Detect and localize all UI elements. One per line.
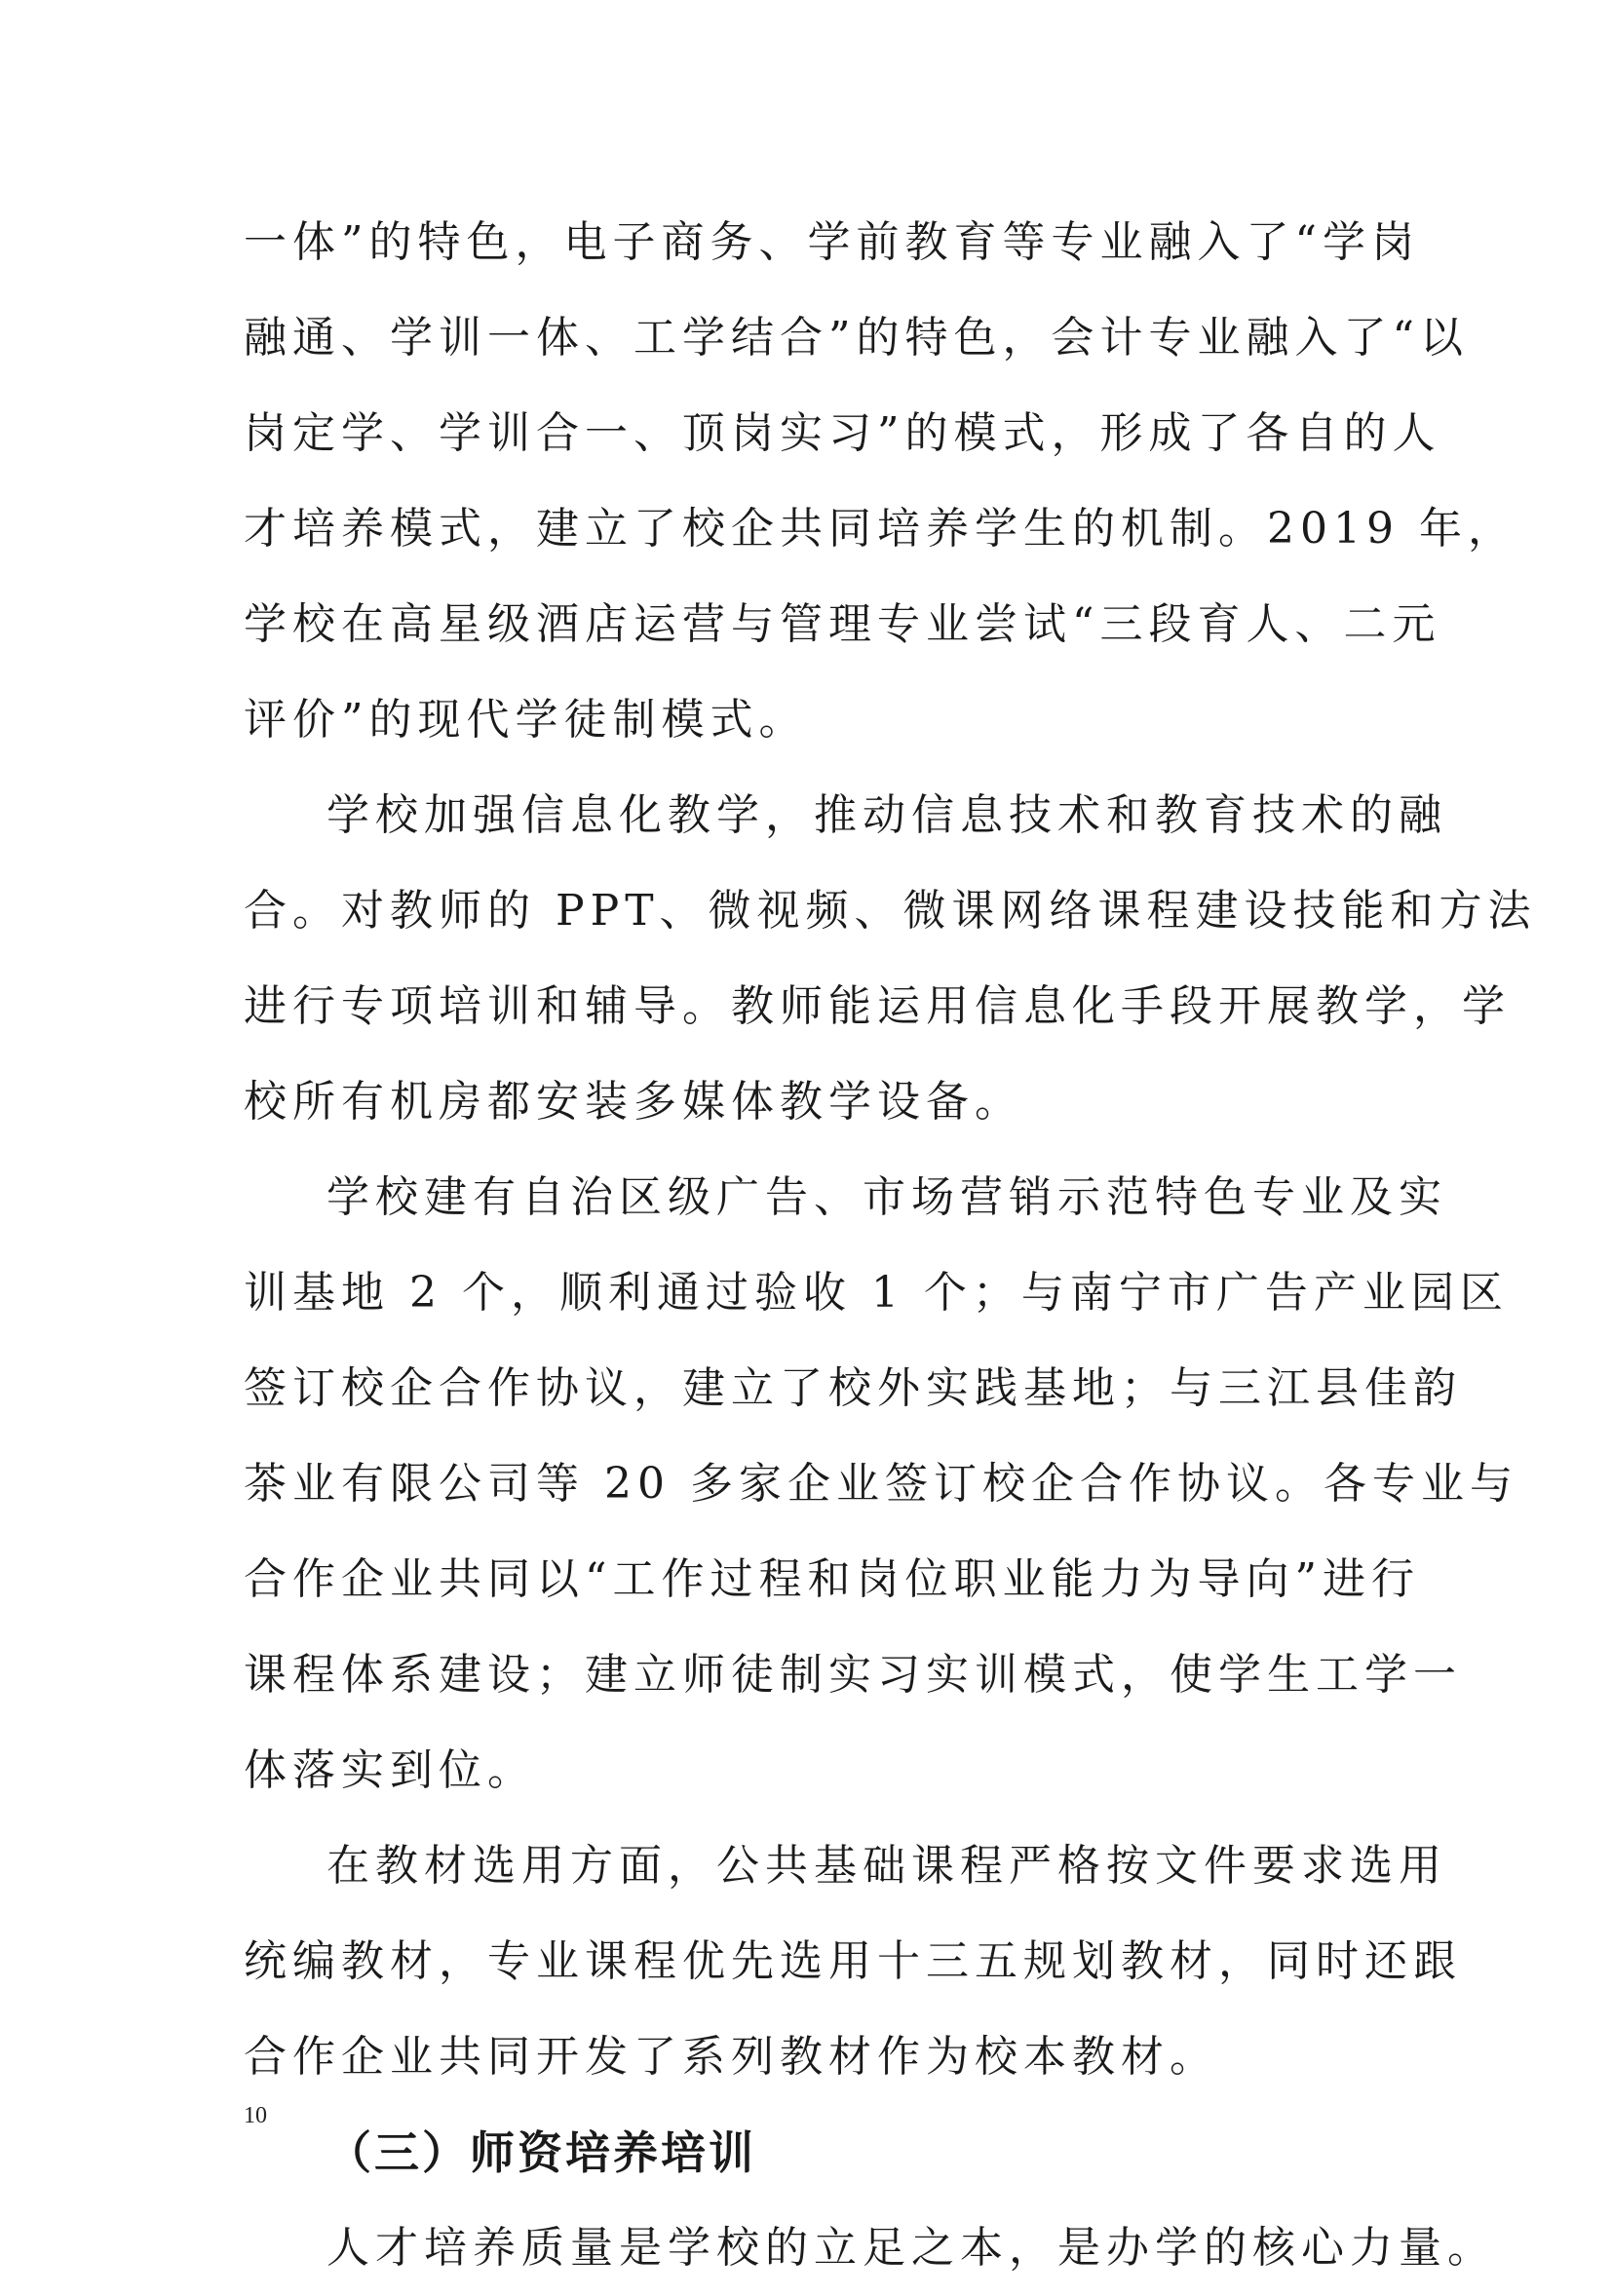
section-heading: （三）师资培养培训 bbox=[326, 2126, 756, 2179]
text-line: 合作企业共同开发了系列教材作为校本教材。 bbox=[244, 2032, 1218, 2082]
text-line: 评价”的现代学徒制模式。 bbox=[244, 695, 808, 745]
text-line: 进行专项培训和辅导。教师能运用信息化手段开展教学，学 bbox=[244, 981, 1511, 1031]
text-line: 才培养模式，建立了校企共同培养学生的机制。2019 年， bbox=[244, 504, 1516, 554]
paragraph-training-bases bbox=[244, 1150, 1518, 1818]
text-line: 合。对教师的 PPT、微视频、微课网络课程建设技能和方法 bbox=[244, 886, 1537, 936]
text-line: 合作企业共同以“工作过程和岗位职业能力为导向”进行 bbox=[244, 1554, 1420, 1604]
text-line: 课程体系建设；建立师徒制实习实训模式，使学生工学一 bbox=[244, 1650, 1462, 1700]
text-line: 体落实到位。 bbox=[244, 1745, 536, 1795]
page-number: 10 bbox=[244, 2103, 267, 2128]
text-line: 在教材选用方面，公共基础课程严格按文件要求选用 bbox=[326, 1841, 1447, 1891]
text-line: 茶业有限公司等 20 多家企业签订校企合作协议。各专业与 bbox=[244, 1459, 1518, 1509]
paragraph-training-model bbox=[244, 195, 1516, 768]
paragraph-informatization bbox=[244, 768, 1537, 1150]
text-line: 人才培养质量是学校的立足之本，是办学的核心力量。 bbox=[326, 2223, 1496, 2273]
text-line: 学校建有自治区级广告、市场营销示范特色专业及实 bbox=[326, 1172, 1447, 1222]
paragraph-textbooks bbox=[244, 1818, 1462, 2105]
text-line: 融通、学训一体、工学结合”的特色，会计专业融入了“以 bbox=[244, 313, 1469, 363]
text-line: 训基地 2 个，顺利通过验收 1 个；与南宁市广告产业园区 bbox=[244, 1268, 1509, 1318]
document-body bbox=[244, 195, 1537, 2296]
text-line: 学校加强信息化教学，推动信息技术和教育技术的融 bbox=[326, 790, 1447, 840]
text-line: 校所有机房都安装多媒体教学设备。 bbox=[244, 1077, 1023, 1127]
text-line: 岗定学、学训合一、顶岗实习”的模式，形成了各自的人 bbox=[244, 408, 1441, 458]
text-line: 签订校企合作协议，建立了校外实践基地；与三江县佳韵 bbox=[244, 1363, 1462, 1413]
text-line: 统编教材，专业课程优先选用十三五规划教材，同时还跟 bbox=[244, 1936, 1462, 1986]
paragraph-teacher-training bbox=[244, 2200, 1496, 2296]
text-line: 一体”的特色，电子商务、学前教育等专业融入了“学岗 bbox=[244, 217, 1420, 267]
text-line: 学校在高星级酒店运营与管理专业尝试“三段育人、二元 bbox=[244, 599, 1441, 649]
